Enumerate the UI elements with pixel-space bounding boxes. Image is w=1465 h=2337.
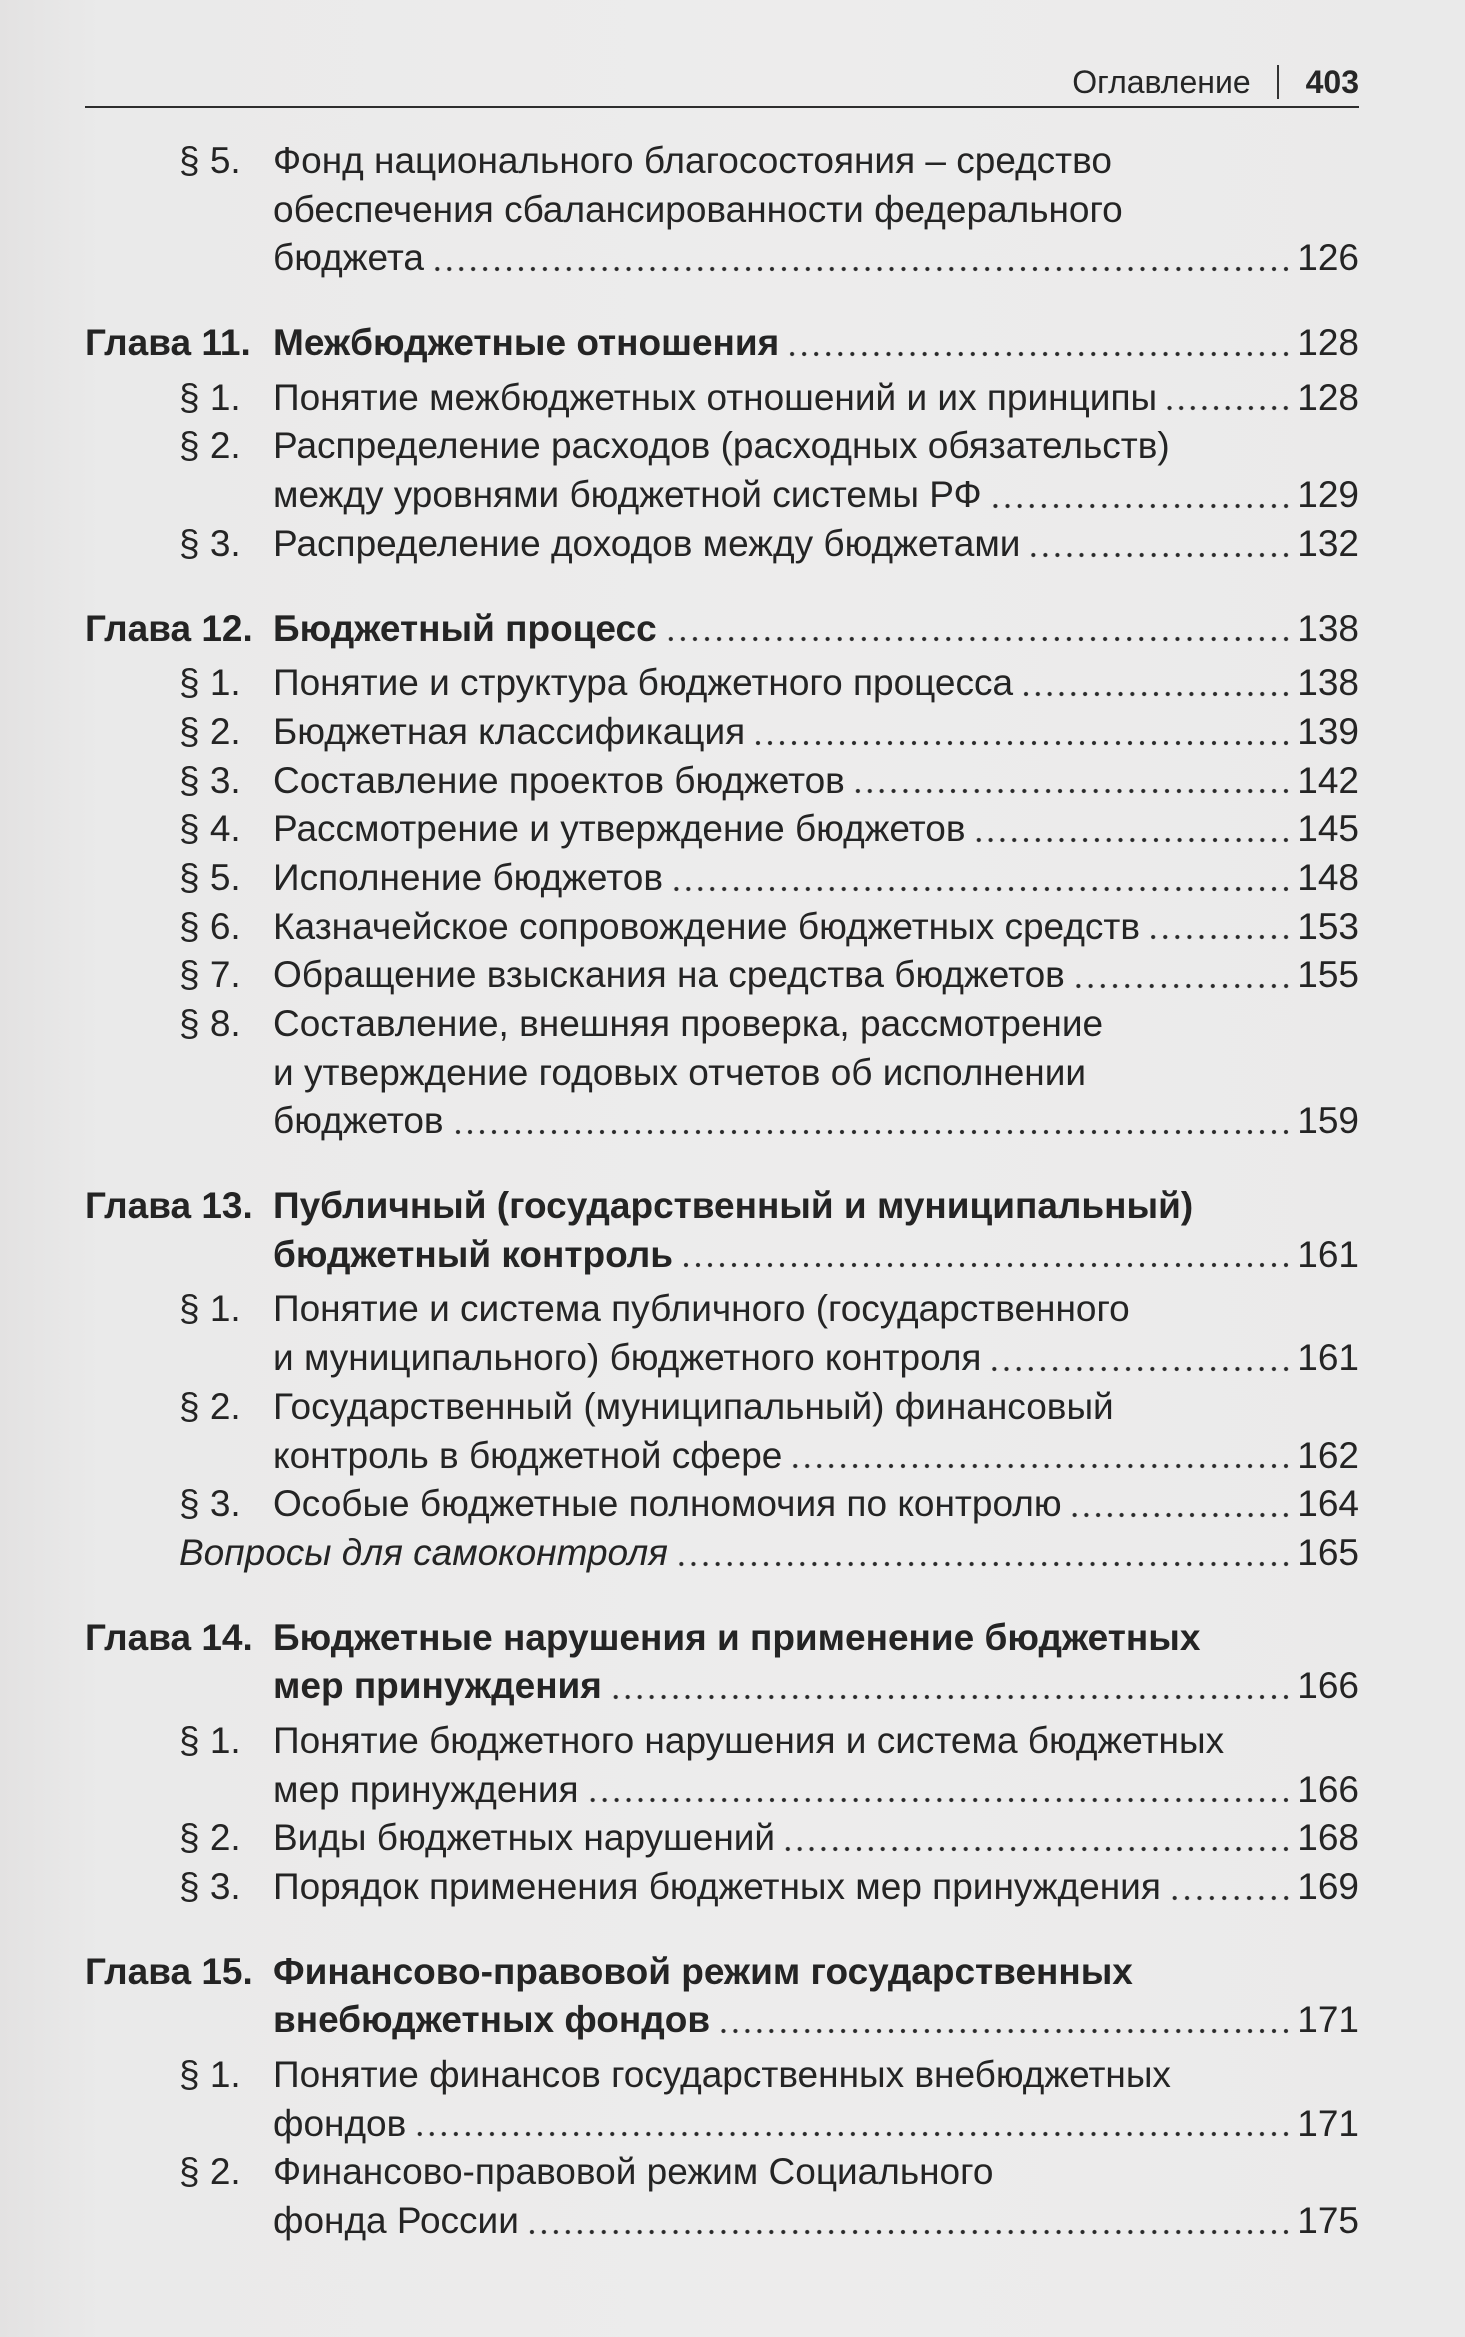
toc-section-entry bbox=[85, 757, 1359, 806]
dot-leader bbox=[451, 1097, 1293, 1146]
dot-leader bbox=[1069, 1480, 1293, 1529]
toc-section-entry bbox=[85, 374, 1359, 423]
entry-title-line bbox=[273, 1814, 1359, 1863]
entry-title-line bbox=[273, 1049, 1359, 1098]
entry-title-line bbox=[273, 805, 1359, 854]
entry-title-text: Обращение взыскания на средства бюджетов bbox=[273, 954, 1065, 996]
entry-number-label: § 3. bbox=[179, 522, 241, 564]
entry-page-number: 161 bbox=[1297, 1233, 1359, 1275]
dot-leader bbox=[782, 1814, 1292, 1863]
entry-title-text: между уровнями бюджетной системы РФ bbox=[273, 474, 982, 516]
entry-number-label: Глава 12. bbox=[85, 607, 253, 649]
entry-title-line bbox=[273, 2197, 1359, 2246]
entry-page-number: 159 bbox=[1297, 1100, 1359, 1142]
dot-leader bbox=[1072, 951, 1292, 1000]
entry-title-text: бюджетов bbox=[273, 1100, 444, 1142]
dot-leader bbox=[752, 708, 1292, 757]
dot-leader bbox=[1147, 903, 1292, 952]
dot-leader bbox=[1027, 520, 1292, 569]
toc-chapter-entry bbox=[85, 1948, 1359, 2045]
toc-section-entry bbox=[85, 520, 1359, 569]
entry-title-text: контроль в бюджетной сфере bbox=[273, 1434, 783, 1476]
dot-leader bbox=[431, 234, 1292, 283]
entry-title-text: Понятие и структура бюджетного процесса bbox=[273, 662, 1014, 704]
entry-number-label: § 2. bbox=[179, 2151, 241, 2193]
entry-number-label: § 5. bbox=[179, 140, 241, 181]
entry-title-text: фонда России bbox=[273, 2200, 519, 2242]
entry-number-label: § 1. bbox=[179, 662, 241, 704]
entry-number-label: § 1. bbox=[179, 2054, 241, 2096]
entry-title-line bbox=[273, 1231, 1359, 1280]
entry-title-text: Вопросы для самоконтроля bbox=[179, 1531, 668, 1573]
header-rule bbox=[85, 106, 1359, 108]
entry-page-number: 126 bbox=[1297, 237, 1359, 279]
entry-number-label: § 3. bbox=[179, 1483, 241, 1525]
entry-title-text: Финансово-правовой режим Социального bbox=[273, 2151, 994, 2193]
entry-number-label: § 3. bbox=[179, 1866, 241, 1907]
entry-number-label: § 1. bbox=[179, 376, 241, 418]
entry-page-number: 128 bbox=[1297, 376, 1359, 418]
entry-page-number: 175 bbox=[1297, 2200, 1359, 2242]
toc-section-entry bbox=[85, 2051, 1359, 2148]
entry-page-number: 162 bbox=[1297, 1434, 1359, 1476]
toc-section-entry bbox=[85, 854, 1359, 903]
entry-page-number: 145 bbox=[1297, 808, 1359, 850]
entry-page-number: 171 bbox=[1297, 1999, 1359, 2041]
entry-title-line bbox=[273, 374, 1359, 423]
entry-title-text: Исполнение бюджетов bbox=[273, 856, 664, 898]
entry-page-number: 169 bbox=[1297, 1866, 1359, 1907]
entry-number-label: § 2. bbox=[179, 1817, 241, 1859]
running-head-title: Оглавление bbox=[1072, 64, 1251, 100]
entry-title-line bbox=[273, 1480, 1359, 1529]
entry-title-line bbox=[273, 186, 1359, 235]
entry-page-number: 166 bbox=[1297, 1665, 1359, 1707]
toc-section-entry bbox=[85, 1863, 1359, 1912]
entry-title-text: Рассмотрение и утверждение бюджетов bbox=[273, 808, 966, 850]
entry-title-line bbox=[273, 1334, 1359, 1383]
running-head-separator bbox=[1277, 65, 1279, 99]
toc-section-entry bbox=[85, 903, 1359, 952]
page-number: 403 bbox=[1305, 64, 1359, 100]
entry-title-text: и муниципального) бюджетного контроля bbox=[273, 1337, 982, 1379]
dot-leader bbox=[680, 1231, 1292, 1280]
entry-title-text: Составление, внешняя проверка, рассмотрение bbox=[273, 1003, 1104, 1044]
entry-page-number: 138 bbox=[1297, 662, 1359, 704]
entry-number-label: § 4. bbox=[179, 808, 241, 850]
entry-title-line bbox=[273, 1097, 1359, 1146]
entry-title-text: Понятие бюджетного нарушения и система бюджетных bbox=[273, 1719, 1225, 1761]
entry-page-number: 138 bbox=[1297, 607, 1359, 649]
entry-title-line bbox=[273, 520, 1359, 569]
entry-title-text: Особые бюджетные полномочия по контролю bbox=[273, 1483, 1062, 1525]
entry-page-number: 129 bbox=[1297, 474, 1359, 516]
entry-title-line bbox=[273, 1948, 1359, 1997]
entry-page-number: 132 bbox=[1297, 522, 1359, 564]
entry-title-line bbox=[273, 1182, 1359, 1231]
entry-page-number: 168 bbox=[1297, 1817, 1359, 1859]
entry-page-number: 139 bbox=[1297, 710, 1359, 752]
entry-title-text: внебюджетных фондов bbox=[273, 1999, 711, 2041]
toc-section-entry bbox=[85, 1717, 1359, 1814]
entry-number-label: § 2. bbox=[179, 425, 241, 467]
toc-section-entry bbox=[85, 422, 1359, 519]
dot-leader bbox=[664, 605, 1293, 654]
toc-section-entry bbox=[85, 659, 1359, 708]
entry-title-line bbox=[273, 1996, 1359, 2045]
entry-number-label: § 8. bbox=[179, 1003, 241, 1044]
toc-section-entry bbox=[85, 137, 1359, 283]
entry-number-label: § 3. bbox=[179, 759, 241, 801]
toc-section-entry bbox=[85, 1383, 1359, 1480]
entry-title-text: фондов bbox=[273, 2102, 407, 2144]
dot-leader bbox=[413, 2100, 1292, 2149]
dot-leader bbox=[1168, 1863, 1292, 1912]
toc-chapter-entry bbox=[85, 319, 1359, 368]
entry-number-label: Глава 11. bbox=[85, 322, 251, 364]
entry-title-text: Фонд национального благосостояния – средство bbox=[273, 140, 1112, 181]
entry-title-line bbox=[273, 471, 1359, 520]
entry-title-line bbox=[273, 1766, 1359, 1815]
dot-leader bbox=[1164, 374, 1292, 423]
entry-title-line bbox=[273, 1662, 1359, 1711]
entry-title-line bbox=[273, 854, 1359, 903]
entry-number-label: § 7. bbox=[179, 954, 241, 996]
dot-leader bbox=[717, 1996, 1292, 2045]
entry-title-text: Распределение расходов (расходных обязательств) bbox=[273, 425, 1170, 467]
toc-section-entry bbox=[85, 805, 1359, 854]
entry-title-line bbox=[273, 2148, 1359, 2197]
entry-title-line bbox=[273, 1614, 1359, 1663]
entry-title-text: бюджетный контроль bbox=[273, 1233, 674, 1275]
entry-page-number: 153 bbox=[1297, 905, 1359, 947]
dot-leader bbox=[989, 471, 1293, 520]
entry-title-line bbox=[273, 951, 1359, 1000]
entry-title-line bbox=[273, 1432, 1359, 1481]
entry-title-text: мер принуждения bbox=[273, 1768, 579, 1810]
entry-title-line bbox=[273, 2051, 1359, 2100]
entry-page-number: 165 bbox=[1297, 1531, 1359, 1573]
entry-number-label: § 1. bbox=[179, 1288, 241, 1330]
entry-title-text: Распределение доходов между бюджетами bbox=[273, 522, 1021, 564]
entry-title-text: бюджета bbox=[273, 237, 424, 279]
dot-leader bbox=[988, 1334, 1292, 1383]
entry-number-label: § 2. bbox=[179, 710, 241, 752]
entry-title-text: Понятие межбюджетных отношений и их принципы bbox=[273, 376, 1158, 418]
toc-chapter-entry bbox=[85, 605, 1359, 654]
entry-number-label: § 1. bbox=[179, 1719, 241, 1761]
toc-chapter-entry bbox=[85, 1614, 1359, 1711]
toc-section-entry bbox=[85, 1000, 1359, 1146]
entry-title-line bbox=[273, 1863, 1359, 1912]
entry-title-line bbox=[273, 1285, 1359, 1334]
entry-title-text: Виды бюджетных нарушений bbox=[273, 1817, 776, 1859]
entry-title-line bbox=[273, 1383, 1359, 1432]
entry-title-line bbox=[273, 422, 1359, 471]
toc-section-entry bbox=[85, 951, 1359, 1000]
entry-title-line bbox=[273, 757, 1359, 806]
entry-title-line bbox=[273, 659, 1359, 708]
entry-number-label: Глава 13. bbox=[85, 1185, 253, 1227]
entry-title-text: Финансово-правовой режим государственных bbox=[273, 1950, 1133, 1992]
entry-title-text: Составление проектов бюджетов bbox=[273, 759, 845, 801]
toc-section-entry bbox=[85, 1285, 1359, 1382]
running-head bbox=[1072, 62, 1359, 102]
toc-section-entry bbox=[85, 1480, 1359, 1529]
entry-title-line bbox=[273, 234, 1359, 283]
entry-page-number: 164 bbox=[1297, 1483, 1359, 1525]
entry-page-number: 142 bbox=[1297, 759, 1359, 801]
entry-title-line bbox=[273, 137, 1359, 186]
entry-title-text: Публичный (государственный и муниципальный) bbox=[273, 1185, 1194, 1227]
dot-leader bbox=[670, 854, 1292, 903]
entry-number-label: § 5. bbox=[179, 856, 241, 898]
dot-leader bbox=[786, 319, 1292, 368]
entry-title-line bbox=[179, 1529, 1359, 1578]
entry-title-text: Межбюджетные отношения bbox=[273, 322, 780, 364]
entry-title-line bbox=[273, 1717, 1359, 1766]
entry-title-text: Понятие и система публичного (государственного bbox=[273, 1288, 1130, 1330]
entry-number-label: § 6. bbox=[179, 905, 241, 947]
entry-number-label: Глава 14. bbox=[85, 1616, 253, 1658]
entry-title-line bbox=[273, 1000, 1359, 1049]
entry-title-text: мер принуждения bbox=[273, 1665, 602, 1707]
dot-leader bbox=[675, 1529, 1292, 1578]
dot-leader bbox=[973, 805, 1293, 854]
entry-page-number: 128 bbox=[1297, 322, 1359, 364]
table-of-contents bbox=[85, 137, 1359, 2246]
toc-section-entry bbox=[85, 2148, 1359, 2245]
entry-title-text: обеспечения сбалансированности федерального bbox=[273, 188, 1123, 230]
entry-title-text: Казначейское сопровождение бюджетных средств bbox=[273, 905, 1141, 947]
entry-number-label: § 2. bbox=[179, 1385, 241, 1427]
entry-title-line bbox=[273, 903, 1359, 952]
entry-title-text: Государственный (муниципальный) финансовый bbox=[273, 1385, 1114, 1427]
entry-title-line bbox=[273, 319, 1359, 368]
dot-leader bbox=[586, 1766, 1293, 1815]
entry-page-number: 148 bbox=[1297, 856, 1359, 898]
entry-page-number: 155 bbox=[1297, 954, 1359, 996]
dot-leader bbox=[609, 1662, 1292, 1711]
entry-title-line bbox=[273, 605, 1359, 654]
entry-title-text: Бюджетный процесс bbox=[273, 607, 657, 649]
dot-leader bbox=[852, 757, 1292, 806]
entry-title-line bbox=[273, 708, 1359, 757]
entry-title-text: Бюджетная классификация bbox=[273, 710, 746, 752]
entry-page-number: 166 bbox=[1297, 1768, 1359, 1810]
toc-section-entry bbox=[85, 1814, 1359, 1863]
entry-page-number: 161 bbox=[1297, 1337, 1359, 1379]
entry-title-text: и утверждение годовых отчетов об исполнении bbox=[273, 1051, 1087, 1093]
entry-title-text: Понятие финансов государственных внебюджетных bbox=[273, 2054, 1171, 2096]
dot-leader bbox=[789, 1432, 1292, 1481]
toc-questions-entry bbox=[85, 1529, 1359, 1578]
entry-title-text: Бюджетные нарушения и применение бюджетных bbox=[273, 1616, 1201, 1658]
entry-title-line bbox=[273, 2100, 1359, 2149]
dot-leader bbox=[526, 2197, 1292, 2246]
entry-title-text: Порядок применения бюджетных мер принуждения bbox=[273, 1866, 1161, 1907]
entry-number-label: Глава 15. bbox=[85, 1950, 253, 1992]
entry-page-number: 171 bbox=[1297, 2102, 1359, 2144]
toc-chapter-entry bbox=[85, 1182, 1359, 1279]
dot-leader bbox=[1020, 659, 1292, 708]
toc-section-entry bbox=[85, 708, 1359, 757]
